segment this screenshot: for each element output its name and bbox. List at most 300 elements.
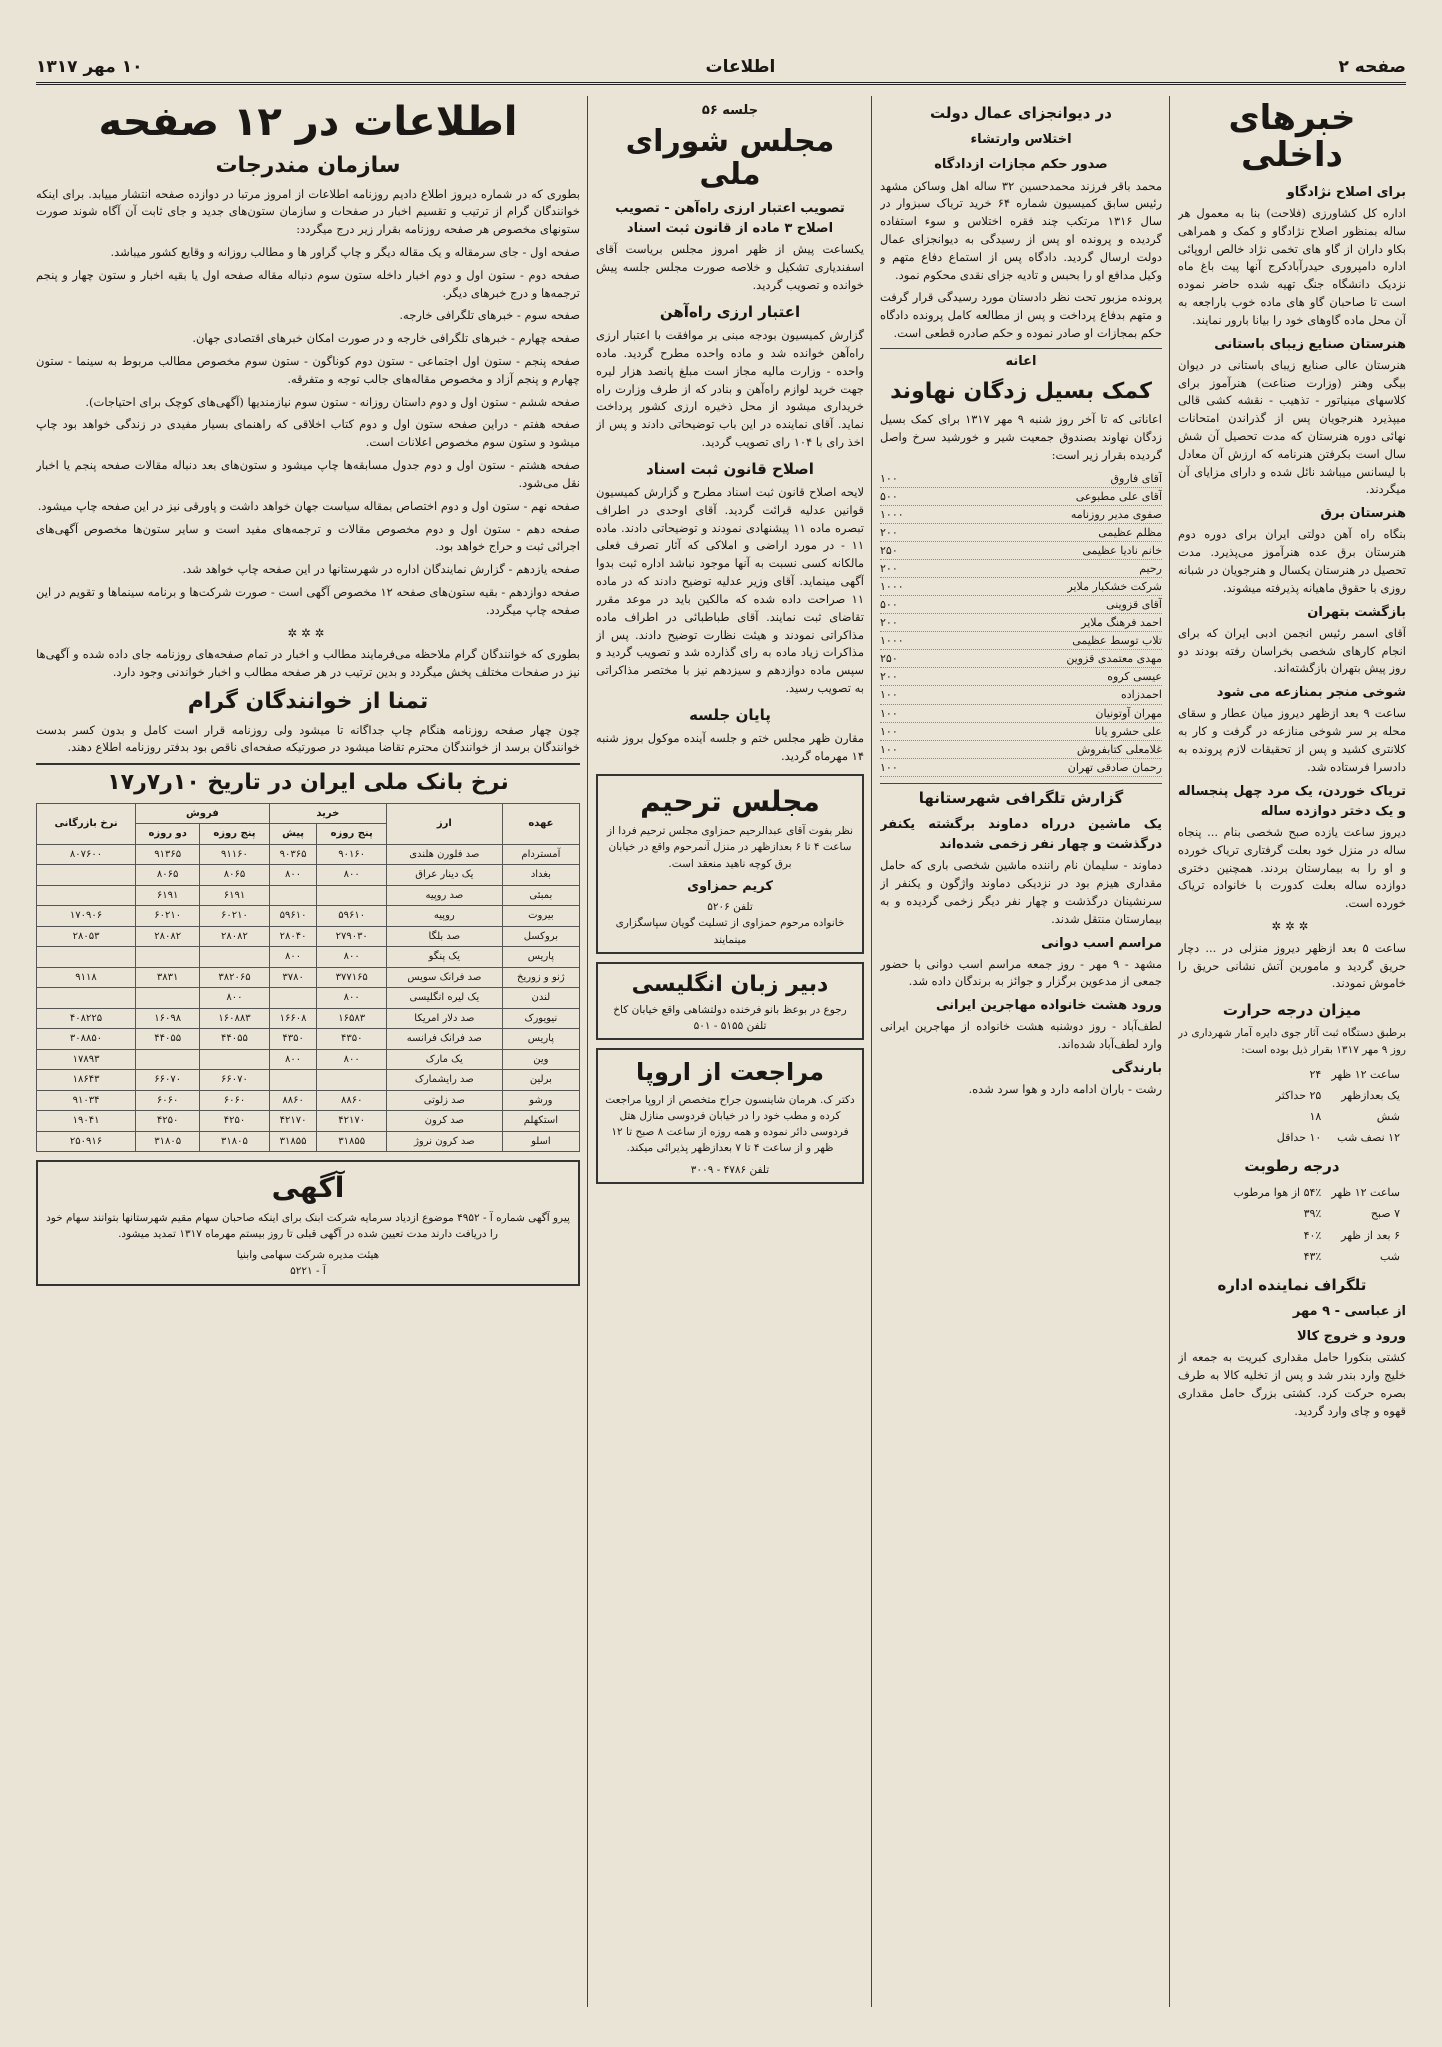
rate-cell-sell1: ۶۶۰۷۰	[200, 1070, 269, 1091]
col-header-sell: فروش	[136, 803, 270, 824]
section-title: اطلاعات در ۱۲ صفحه	[98, 99, 518, 145]
donation-row	[880, 542, 1162, 560]
rate-cell-city: پاریس	[502, 1029, 579, 1050]
page-section-item: صفحه دوازدهم - بقیه ستون‌های صفحه ۱۲ مخصوص آگهی است - صورت شرکت‌ها و برنامه سینماها و تقویم در این صفحه چاپ میگردد.	[36, 584, 580, 617]
article-title: ورود و خروج کالا	[1296, 1329, 1406, 1344]
article-body: پرونده مزبور تحت نظر دادستان مورد رسیدگی قرار گرفت و متهم بدفاع پرداخت و پس از مطالعه کامل پرونده دادگاه حکم بمجازات او صادر نموده و حکم صادره قطعی است.	[880, 290, 1162, 341]
rate-cell-com	[37, 947, 136, 968]
rate-cell-buy2: ۸۰۰	[269, 947, 317, 968]
donation-amount: ۱۰۰	[880, 706, 898, 720]
ad-phone: تلفن ۴۷۸۶ - ۳۰۰۹	[690, 1163, 770, 1176]
donation-row	[880, 596, 1162, 614]
rate-cell-buy1: ۸۰۰	[317, 947, 386, 968]
article-body: دیروز ساعت یازده صبح شخصی بنام ... پنجاه ساله در منزل خود بعلت گرفتاری تریاک خورده و او را به بیمارستان بردند. همچنین دختری دوازده ساله بعلت کدورت با خانواده تریاک خورده است.	[1178, 824, 1406, 911]
col-header-buy: خرید	[269, 803, 386, 824]
rate-cell-com: ۲۵۰۹۱۶	[37, 1131, 136, 1152]
weather-value: ۴۰٪	[1303, 1228, 1322, 1242]
rate-cell-city: ورشو	[502, 1090, 579, 1111]
weather-row	[1272, 1086, 1404, 1105]
donor-name: خانم نادیا عظیمی	[1082, 544, 1162, 558]
ad-note: خانواده مرحوم حمزاوی از تسلیت گویان سپاسگزاری مینمایند	[615, 917, 845, 946]
rate-cell-com: ۳۰۸۸۵۰	[37, 1029, 136, 1050]
donor-name: احمدزاده	[1120, 688, 1162, 702]
donation-list	[880, 470, 1162, 777]
donor-name: آقای علی مطبوعی	[1075, 489, 1162, 503]
rate-cell-sell2: ۶۶۰۷۰	[136, 1070, 200, 1091]
rate-cell-cur: صد فرانک سویس	[386, 967, 502, 988]
rate-cell-sell1: ۳۸۲۰۶۵	[200, 967, 269, 988]
article-title: پایان جلسه	[689, 705, 771, 724]
rate-cell-sell2	[136, 988, 200, 1009]
weather-row	[1229, 1247, 1404, 1266]
table-row	[37, 1111, 580, 1132]
rate-cell-buy1: ۸۰۰	[317, 865, 386, 886]
rate-cell-sell1: ۸۰۶۵	[200, 865, 269, 886]
col-header-city: عهده	[502, 803, 579, 844]
rate-cell-sell1: ۴۴۰۵۵	[200, 1029, 269, 1050]
table-row	[37, 906, 580, 927]
rate-cell-cur: صد روپیه	[386, 885, 502, 906]
rate-cell-sell2: ۳۱۸۰۵	[136, 1131, 200, 1152]
rate-cell-sell1	[200, 947, 269, 968]
ad-title: دبیر زبان انگلیسی	[631, 971, 829, 997]
article-body: مقارن ظهر مجلس ختم و جلسه آینده موکول بروز شنبه ۱۴ مهرماه گردید.	[596, 731, 864, 763]
rate-cell-sell2: ۳۸۳۱	[136, 967, 200, 988]
donation-amount: ۱۰۰۰	[880, 508, 904, 522]
rate-cell-com: ۱۷۸۹۳	[37, 1049, 136, 1070]
session-number: جلسه ۵۶	[701, 103, 759, 118]
rate-cell-sell2: ۲۸۰۸۲	[136, 926, 200, 947]
page-section-item: صفحه اول - جای سرمقاله و یک مقاله دیگر و چاپ گراور ها و مطالب روزانه و وقایع کشور میباشد.	[110, 244, 580, 259]
rate-cell-sell1: ۳۱۸۰۵	[200, 1131, 269, 1152]
rate-cell-com: ۲۸۰۵۳	[37, 926, 136, 947]
rate-cell-cur: صد کرون نروژ	[386, 1131, 502, 1152]
rate-cell-buy2: ۸۰۰	[269, 865, 317, 886]
article-title: تمنا از خوانندگان گرام	[187, 689, 429, 714]
section-title: خبرهای داخلی	[1228, 98, 1356, 176]
rate-cell-sell1: ۸۰۰	[200, 988, 269, 1009]
donor-name: مهدی معتمدی قزوین	[1066, 652, 1162, 666]
article-body: هنرستان عالی صنایع زیبای باستانی در دیوان بیگی وهنر (وزارت صناعت) هنرآموز برای کلاسهای مینیاتور - تذهیب - نقشه کشی قالی میپذیرد هنرجویان پس از گذراندن امتحانات نهائی دوره هنرستان که مدت تحصیل آن شش سال است بکرفتن هنرنامه که ارزش آن معادل با لیسانس میباشد نائل شده و دارای مزایای آن میگردند.	[1178, 357, 1406, 497]
article-body: یکساعت پیش از ظهر امروز مجلس بریاست آقای اسفندیاری تشکیل و خلاصه صورت مجلس جلسه پیش خوانده و تصویب گردید.	[596, 242, 864, 293]
donation-row	[880, 506, 1162, 524]
rate-cell-com: ۱۷۰۹۰۶	[37, 906, 136, 927]
rate-cell-buy1	[317, 885, 386, 906]
article-body: گزارش کمیسیون بودجه مبنی بر موافقت با اعتبار ارزی راه‌آهن خوانده شد و ماده واحده مطرح گردید. ماده واحده - وزارت مالیه مجاز است مبلغ پانصد هزار لیره جهت خرید لوازم راه‌آهن و بنادر که از طرف وزارت راه خریداری میشود از محل ذخیره ارزی کشور پرداخت نماید. آقای نماینده در این باب توضیحاتی دادند و پس از اخذ رای با ۱۰۴ رای تصویب گردید.	[596, 328, 864, 449]
article-subtitle: تصویب اعتبار ارزی راه‌آهن - تصویب اصلاح ۳ ماده از قانون ثبت اسناد	[615, 201, 845, 237]
rate-cell-cur: یک لیره انگلیسی	[386, 988, 502, 1009]
rate-cell-buy2: ۱۶۶۰۸	[269, 1008, 317, 1029]
company-notice-ad	[36, 1160, 580, 1285]
rate-cell-cur: روپیه	[386, 906, 502, 927]
rate-cell-buy1: ۹۰۱۶۰	[317, 844, 386, 865]
temperature-table	[1270, 1063, 1406, 1149]
donor-name: غلامعلی کتابفروش	[1076, 742, 1162, 756]
article-body: ساعت ۹ بعد ازظهر دیروز میان عطار و سقای محله بر سر شوخی منازعه در گرفت و کار به کلانتری کشید و پس از تحقیقات لازم پرونده به دادسرا فرستاده شد.	[1178, 706, 1406, 774]
rate-cell-buy2: ۵۹۶۱۰	[269, 906, 317, 927]
page-section-item: صفحه هشتم - ستون اول و دوم جدول مسابقه‌ها چاپ میشود و ستون‌های بعد دنباله مقالات صفحه پنجم یا اخبار نقل می‌شود.	[36, 458, 580, 490]
rate-cell-sell2: ۱۶۰۹۸	[136, 1008, 200, 1029]
rate-cell-sell2: ۶۰۶۰	[136, 1090, 200, 1111]
section-title: مجلس شورای ملی	[625, 124, 835, 193]
rate-cell-city: بغداد	[502, 865, 579, 886]
article-title: در دیوانجزای عمال دولت	[929, 104, 1113, 122]
page-section-item: صفحه سوم - خبرهای تلگرافی خارجه.	[399, 308, 580, 323]
donation-amount: ۲۰۰	[880, 526, 898, 540]
donor-name: رحیم	[1139, 562, 1162, 576]
donation-amount: ۱۰۰۰	[880, 634, 904, 648]
rate-cell-cur: صد دلار امریکا	[386, 1008, 502, 1029]
page-section-item: صفحه هفتم - دراین صفحه ستون اول و دوم کتاب اخلاقی که راهنمای بسیار مفیدی در زندگی خواهد بود چاپ میشود و ستون سوم مخصوص اعلانات است.	[36, 417, 580, 450]
memorial-ad	[596, 774, 864, 954]
article-body: رشت - باران ادامه دارد و هوا سرد شده.	[968, 1082, 1162, 1097]
article-body: بطوری که خوانندگان گرام ملاحظه می‌فرمایند مطالب و اخبار در تمام صفحه‌های روزنامه جای داده شده و آگهی‌ها نیز در صفحات مختلف پخش میگردد و بدین ترتیب در هر صفحه مطالب و اخبار خواندنی وجود دارد.	[36, 647, 580, 680]
donation-row	[880, 668, 1162, 686]
weather-row	[1229, 1204, 1404, 1223]
article-title: بارندگی	[1111, 1061, 1162, 1077]
rate-cell-cur: صد بلگا	[386, 926, 502, 947]
rate-cell-buy2: ۸۰۰	[269, 1049, 317, 1070]
ad-phone: تلفن ۵۱۵۵ - ۵۰۱	[693, 1020, 767, 1033]
donor-name: آقای فاروق	[1110, 471, 1162, 485]
rate-cell-sell1: ۴۲۵۰	[200, 1111, 269, 1132]
col-header-sub: پیش	[269, 824, 317, 845]
table-row	[37, 1029, 580, 1050]
ad-body: نظر بفوت آقای عبدالرحیم حمزاوی مجلس ترحیم فردا از ساعت ۴ تا ۶ بعدازظهر در منزل آنمرحوم واقع در خیابان برق کوچه ناهید منعقد است.	[606, 825, 853, 870]
donation-row	[880, 759, 1162, 777]
rate-cell-sell1: ۱۶۰۸۸۳	[200, 1008, 269, 1029]
rate-cell-cur: یک دینار عراق	[386, 865, 502, 886]
rate-cell-buy2: ۲۸۰۴۰	[269, 926, 317, 947]
donation-amount: ۵۰۰	[880, 598, 898, 612]
table-row	[37, 844, 580, 865]
donation-amount: ۱۰۰	[880, 742, 898, 756]
donation-row	[880, 560, 1162, 578]
table-row	[37, 967, 580, 988]
rate-cell-com	[37, 865, 136, 886]
column-announcement	[36, 96, 580, 2007]
donation-amount: ۱۰۰	[880, 760, 898, 774]
col-header-sub: پنج روزه	[317, 824, 386, 845]
article-title: میزان درجه حرارت	[1222, 1001, 1362, 1020]
donor-name: مهران آوتونیان	[1095, 706, 1162, 720]
rate-cell-buy1: ۸۰۰	[317, 1049, 386, 1070]
article-title: اصلاح قانون ثبت اسناد	[646, 459, 814, 478]
article-subtitle: یک ماشین درراه دماوند برگشته یکنفر درگذشت و چهار نفر زخمی شده‌اند	[880, 816, 1162, 853]
weather-label: شش	[1376, 1110, 1400, 1124]
article-body: بطوری که در شماره دیروز اطلاع دادیم روزنامه اطلاعات از امروز مرتبا در دوازده صفحه انتشار مییابد. برای اینکه خوانندگان گرام از ترتیب و تقسیم اخبار در صفحات و سازمان ستون‌های جدید و جای ثابت آن آگاه شوند صورت ستونهای مخصوص هر صفحه روزنامه بقرار زیر درج میگردد:	[36, 186, 580, 237]
table-row	[37, 1131, 580, 1152]
weather-row	[1272, 1107, 1404, 1126]
table-row	[37, 988, 580, 1009]
rate-cell-city: نیویورک	[502, 1008, 579, 1029]
article-title: هنرستان صنایع زیبای باستانی	[1214, 336, 1406, 352]
donation-amount: ۲۵۰	[880, 652, 898, 666]
rate-cell-buy1: ۸۰۰	[317, 988, 386, 1009]
ad-signature: هیئت مدیره شرکت سهامی وابنیا	[236, 1249, 380, 1262]
ad-body: رجوع در بوعظ بانو فرخنده دولتشاهی واقع خیابان کاخ	[613, 1003, 847, 1016]
page-header	[36, 52, 1406, 85]
article-subtitle: صدور حکم مجازات ازدادگاه	[934, 157, 1108, 173]
pages-list	[36, 244, 580, 620]
weather-label: یک بعدازظهر	[1341, 1089, 1400, 1103]
weather-value: ۲۴	[1309, 1067, 1322, 1081]
donation-row	[880, 723, 1162, 741]
rate-cell-com	[37, 988, 136, 1009]
donation-row	[880, 614, 1162, 632]
rate-cell-buy2	[269, 885, 317, 906]
rate-cell-cur: صد فرانک فرانسه	[386, 1029, 502, 1050]
article-body: لایحه اصلاح قانون ثبت اسناد مطرح و گزارش کمیسیون قوانین عدلیه قرائت گردید. آقای اوحدی در اطراف تبصره ماده ۱۱ پیشنهادی نمودند و توضیحاتی دادند. ماده ۱۱ - در مورد اراضی و املاکی که آثار تصرف فعلی مالکانه کسی نسبت به آنها موجود نباشد اداره ثبت بدوا آگهی مینماید. آقای وزیر عدلیه توضیح دادند که در ماده ۱۱ صراحت داده شده که مالکین باید در موعد مقرر تقاضای ثبت نمایند. آقای طباطبائی در اطراف ماده مذاکراتی نمودند و هیئت نظارت توضیح دادند. پس از مذاکرات زیاد ماده به رای گذارده شد و تصویب گردید و سپس ماده دوازدهم و سیزدهم نیز با مختصر مذاکراتی به تصویب رسید.	[596, 485, 864, 695]
section-label: اعانه	[880, 348, 1162, 372]
ad-title: مراجعت از اروپا	[635, 1058, 824, 1087]
english-teacher-ad	[596, 962, 864, 1041]
weather-value: ۳۹٪	[1303, 1207, 1322, 1221]
weather-label: ساعت ۱۲ ظهر	[1331, 1186, 1400, 1200]
rates-title: نرخ بانک ملی ایران در تاریخ ۱۰ر۷ر۱۷	[36, 763, 580, 797]
col-header-sub: پنج روزه	[200, 824, 269, 845]
donation-amount: ۱۰۰	[880, 471, 898, 485]
donation-row	[880, 650, 1162, 668]
rate-cell-sell2: ۶۰۲۱۰	[136, 906, 200, 927]
article-body: کشتی بنکورا حامل مقداری کبریت به جمعه از خلیج وارد بندر شد و پس از تخلیه کالا به طرف بصره حرکت کرد. کشتی بزرگ حامل مقداری قهوه و چای وارد گردید.	[1178, 1350, 1406, 1418]
rate-cell-com: ۱۹۰۴۱	[37, 1111, 136, 1132]
page-section-item: صفحه یازدهم - گزارش نمایندگان اداره در شهرستانها در این صفحه چاپ خواهد شد.	[182, 562, 580, 577]
rate-cell-sell2: ۶۱۹۱	[136, 885, 200, 906]
rate-cell-buy2: ۸۸۶۰	[269, 1090, 317, 1111]
article-body: لطف‌آباد - روز دوشنبه هشت خانواده از مهاجرین ایرانی وارد لطف‌آباد شده‌اند.	[880, 1019, 1162, 1052]
table-row	[37, 885, 580, 906]
article-body: مشهد - ۹ مهر - روز جمعه مراسم اسب دوانی با حضور جمعی از مدعوین برگزار و جوائز به برندگان داده شد.	[880, 956, 1162, 989]
article-body: بنگاه راه آهن دولتی ایران برای دوره دوم هنرستان برق عده هنرآموز می‌پذیرد. مدت تحصیل در هنرستان یکسال و هنرجویان در شبانه روزی با حقوق ماهیانه پذیرفته میشوند.	[1178, 527, 1406, 595]
weather-label: ساعت ۱۲ ظهر	[1331, 1067, 1400, 1081]
rate-cell-buy2: ۴۳۵۰	[269, 1029, 317, 1050]
rate-cell-buy2: ۴۲۱۷۰	[269, 1111, 317, 1132]
table-row	[37, 926, 580, 947]
donor-name: تلاب توسط عظیمی	[1072, 634, 1162, 648]
rate-cell-buy2: ۳۱۸۵۵	[269, 1131, 317, 1152]
donation-row	[880, 705, 1162, 723]
rate-cell-buy2: ۳۷۸۰	[269, 967, 317, 988]
donor-name: صفوی مدیر روزنامه	[1070, 508, 1162, 522]
rate-cell-city: بمبئی	[502, 885, 579, 906]
donor-name: آقای قزوینی	[1106, 598, 1162, 612]
rate-cell-buy2	[269, 1070, 317, 1091]
article-title: کمک بسیل زدگان نهاوند	[890, 378, 1152, 404]
donation-row	[880, 632, 1162, 650]
donation-amount: ۲۵۰	[880, 544, 898, 558]
article-title: ورود هشت خانواده مهاجرین ایرانی	[936, 998, 1162, 1014]
ad-code: آ - ۵۲۲۱	[290, 1265, 326, 1278]
weather-label: ۶ بعد از ظهر	[1341, 1228, 1400, 1242]
rate-cell-com: ۸۰۷۶۰۰	[37, 844, 136, 865]
column-rule	[1169, 96, 1170, 2007]
table-row	[37, 865, 580, 886]
issue-date: ۱۰ مهر ۱۳۱۷	[36, 57, 143, 77]
rate-cell-buy1: ۸۸۶۰	[317, 1090, 386, 1111]
donation-amount: ۱۰۰	[880, 688, 898, 702]
weather-value: ۲۵ حداکثر	[1275, 1089, 1322, 1103]
weather-label: ۷ صبح	[1370, 1207, 1400, 1221]
separator-stars: ✲✲✲	[287, 625, 329, 640]
page-section-item: صفحه دوم - ستون اول و دوم اخبار داخله ستون سوم دنباله مقاله صفحه اول یا بقیه اخبار و ستون چهار و پنجم ترجمه‌ها و درج خبرهای دیگر.	[36, 267, 580, 300]
article-body: اداره کل کشاورزی (فلاحت) بنا به معمول هر ساله بمنظور اصلاح نژادگاو و کمک و همراهی بکاو داران از گاو های تخمی نژاد خالص اروپائی اداره دامپروری حیدرآبادکرج آنها پیت باغ ماه نزدیک دانشگاه جنگ تهیه شده حاضر نموده است تا صاحبان گاو های ماده خوب باراجعه به آن محل ماده گاوهای خود را بیانا بارور نمایند.	[1178, 205, 1406, 327]
rate-cell-city: پاریس	[502, 947, 579, 968]
page-section-item: صفحه نهم - ستون اول و دوم اختصاص بمقاله سیاست جهان خواهد داشت و پاورقی نیز در این صفحه چاپ میشود.	[37, 498, 580, 513]
rate-cell-com: ۹۱۰۳۴	[37, 1090, 136, 1111]
rate-cell-sell2: ۴۲۵۰	[136, 1111, 200, 1132]
rate-cell-buy2: ۹۰۳۶۵	[269, 844, 317, 865]
donation-row	[880, 470, 1162, 488]
rate-cell-cur: یک پنگو	[386, 947, 502, 968]
rate-cell-sell2	[136, 947, 200, 968]
article-title: گزارش تلگرافی شهرستانها	[880, 783, 1162, 810]
doctor-return-ad	[596, 1048, 864, 1184]
ad-title: مجلس ترحیم	[640, 784, 820, 818]
donation-row	[880, 741, 1162, 759]
weather-value: ۴۳٪	[1303, 1249, 1322, 1263]
rate-cell-sell2: ۴۴۰۵۵	[136, 1029, 200, 1050]
weather-row	[1229, 1183, 1404, 1202]
article-body: ساعت ۵ بعد ازظهر دیروز منزلی در ... دچار حریق گردید و مامورین آتش نشانی حریق را خاموش نمودند.	[1178, 940, 1406, 991]
column-rule	[587, 96, 588, 2007]
ad-title: آگهی	[271, 1171, 345, 1205]
weather-label: شب	[1379, 1249, 1400, 1263]
article-title: درجه رطوبت	[1244, 1157, 1340, 1176]
rate-cell-city: بروکسل	[502, 926, 579, 947]
article-body: دماوند - سلیمان نام راننده ماشین شخصی باری که حامل مقداری هیزم بود در نزدیکی دماوند واژگون و یکنفر از سرنشینان درگذشت و چهار نفر دیگر زخمی گردیده و به بیمارستان منتقل شدند.	[880, 858, 1162, 926]
rate-cell-buy1: ۴۳۵۰	[317, 1029, 386, 1050]
donor-name: عیسی کروه	[1107, 670, 1162, 684]
rate-cell-city: برلین	[502, 1070, 579, 1091]
page-section-item: صفحه چهارم - خبرهای تلگرافی خارجه و در صورت امکان خبرهای اقتصادی جهان.	[192, 331, 580, 346]
page-section-item: صفحه دهم - ستون اول و دوم مخصوص مقالات و ترجمه‌های مفید است و سایر ستون‌ها مخصوص آگهی‌های اجرائی ثبت و حراج خواهد بود.	[36, 521, 580, 554]
donor-name: شرکت خشکبار ملایر	[1067, 580, 1162, 594]
ad-body: پیرو آگهی شماره آ - ۴۹۵۲ موضوع ازدیاد سرمایه شرکت ابنک برای اینکه صاحبان سهام مقیم شهرستانها بتوانند سهام خود را دریافت دارند مدت تعیین شده در آگهی قبلی تا روز بیستم مهرماه ۱۳۱۷ تمدید میشود.	[46, 1211, 570, 1240]
separator-stars: ✲✲✲	[1271, 918, 1313, 933]
rate-cell-sell2: ۸۰۶۵	[136, 865, 200, 886]
rate-cell-sell1: ۶۱۹۱	[200, 885, 269, 906]
donor-name: احمد فرهنگ ملایر	[1081, 616, 1162, 630]
donor-name: مظلم عظیمی	[1098, 526, 1162, 540]
donation-amount: ۲۰۰	[880, 562, 898, 576]
donor-name: علی حشرو یانا	[1094, 724, 1162, 738]
donation-amount: ۱۰۰۰	[880, 580, 904, 594]
article-title: برای اصلاح نژادگاو	[1286, 184, 1406, 200]
rate-cell-city: استکهلم	[502, 1111, 579, 1132]
masthead: اطلاعات	[705, 57, 776, 77]
rate-cell-city: آمستردام	[502, 844, 579, 865]
rate-cell-sell1: ۲۸۰۸۲	[200, 926, 269, 947]
weather-value: ۱۸	[1309, 1110, 1322, 1124]
donation-amount: ۲۰۰	[880, 670, 898, 684]
weather-label: ۱۲ نصف شب	[1337, 1131, 1400, 1145]
column-domestic-news	[1178, 96, 1406, 2007]
article-title: تلگراف نماینده اداره	[1217, 1275, 1367, 1294]
rate-cell-city: بیروت	[502, 906, 579, 927]
donation-row	[880, 686, 1162, 704]
article-body: محمد باقر فرزند محمدحسین ۳۲ ساله اهل وساکن مشهد رئیس سابق کمیسیون شماره ۶۴ خرید تریاک سبزوار در سال ۱۳۱۶ مرتکب چند فقره اختلاس و سوء استفاده گردیده و پرونده او پس از رسیدگی به دیوانجزای عمال دولت ارسال گردید. دادگاه پس از استماع دفاع متهم و وکیل مدافع او را بحبس و تادیه جزای نقدی محکوم نمود.	[880, 178, 1162, 282]
table-row	[37, 947, 580, 968]
rate-cell-city: ژنو و زوریخ	[502, 967, 579, 988]
donation-row	[880, 578, 1162, 596]
page-section-item: صفحه پنجم - ستون اول اجتماعی - ستون دوم کوناگون - ستون سوم مخصوص مطالب مربوط به سینما - ستون چهارم و پنجم آزاد و مخصوص مقاله‌های جالب توجه و متفرقه.	[36, 354, 580, 386]
rate-cell-com	[37, 885, 136, 906]
rate-cell-sell2: ۹۱۳۶۵	[136, 844, 200, 865]
rate-cell-com: ۴۰۸۲۲۵	[37, 1008, 136, 1029]
rate-cell-city: اسلو	[502, 1131, 579, 1152]
rate-cell-buy1: ۴۲۱۷۰	[317, 1111, 386, 1132]
rate-cell-buy1: ۳۷۷۱۶۵	[317, 967, 386, 988]
article-body: اعاناتی که تا آخر روز شنبه ۹ مهر ۱۳۱۷ برای کمک بسیل زدگان نهاوند بصندوق جمعیت شیر و خورشید سرخ واصل گردیده بقرار زیر است:	[880, 412, 1162, 463]
rate-cell-buy1: ۱۶۵۸۳	[317, 1008, 386, 1029]
rate-cell-sell1: ۶۰۶۰	[200, 1090, 269, 1111]
col-header-sub: دو روزه	[136, 824, 200, 845]
donation-row	[880, 524, 1162, 542]
rate-cell-buy2	[269, 988, 317, 1009]
article-title: هنرستان برق	[1320, 506, 1406, 522]
weather-value: ۵۴٪ از هوا مرطوب	[1233, 1186, 1322, 1200]
article-title: بازگشت بتهران	[1307, 604, 1406, 620]
article-title: مراسم اسب دوانی	[1041, 935, 1162, 951]
ad-signature: کریم حمزاوی	[687, 878, 773, 894]
weather-row	[1229, 1226, 1404, 1245]
table-row	[37, 1070, 580, 1091]
column-rule	[871, 96, 872, 2007]
page-section-item: صفحه ششم - ستون اول و دوم داستان روزانه - ستون سوم نیازمندیها (آگهی‌های کوچک برای احتیاجات).	[85, 394, 580, 409]
rate-cell-buy1: ۳۱۸۵۵	[317, 1131, 386, 1152]
column-parliament	[596, 96, 864, 2007]
rate-cell-buy1: ۲۷۹۰۳۰	[317, 926, 386, 947]
rate-cell-cur: صد فلورن هلندی	[386, 844, 502, 865]
rate-cell-city: وین	[502, 1049, 579, 1070]
article-title: تریاک خوردن، یک مرد چهل پنجساله و یک دختر دوازده ساله	[1178, 783, 1406, 819]
weather-row	[1272, 1128, 1404, 1147]
rate-cell-cur: یک مارک	[386, 1049, 502, 1070]
weather-value: ۱۰ حداقل	[1276, 1131, 1322, 1145]
rate-cell-cur: صد رایشمارک	[386, 1070, 502, 1091]
table-row	[37, 1049, 580, 1070]
ad-body: دکتر ک. هرمان شاینسون جراح متخصص از اروپا مراجعت کرده و مطب خود را در خیابان فردوسی منازل هتل فردوسی دائر نموده و همه روزه از ساعت ۸ صبح تا ۱۲ ظهر و از ساعت ۴ تا ۷ بعدازظهر پذیرائی میکند.	[605, 1093, 855, 1155]
table-row	[37, 1008, 580, 1029]
article-body: برطبق دستگاه ثبت آثار جوی دایره آمار شهرداری در روز ۹ مهر ۱۳۱۷ بقرار ذیل بوده است:	[1178, 1027, 1406, 1056]
donation-amount: ۲۰۰	[880, 616, 898, 630]
article-subtitle: از عباسی - ۹ مهر	[1292, 1303, 1406, 1319]
rate-cell-buy1	[317, 1070, 386, 1091]
rate-cell-city: لندن	[502, 988, 579, 1009]
article-body: چون چهار صفحه روزنامه هنگام چاپ جداگانه تا میشود ولی روزنامه قرار است کامل و بدون کسر بدست خوانندگان برسد از خوانندگان محترم تقاضا میشود در صورتیکه صفحه‌ای ناقص بود بدفتر روزنامه اطلاع دهند.	[36, 722, 580, 755]
section-subtitle: سازمان مندرجات	[215, 153, 401, 178]
column-courts-relief	[880, 96, 1162, 2007]
exchange-rates-table	[36, 803, 580, 1153]
donation-amount: ۵۰۰	[880, 489, 898, 503]
col-header-currency: ارز	[386, 803, 502, 844]
rate-cell-cur: صد زلوتی	[386, 1090, 502, 1111]
donation-amount: ۱۰۰	[880, 724, 898, 738]
rate-cell-sell1: ۹۱۱۶۰	[200, 844, 269, 865]
weather-row	[1272, 1065, 1404, 1084]
ad-phone: تلفن ۵۲۰۶	[707, 901, 753, 913]
table-row	[37, 1090, 580, 1111]
rate-cell-cur: صد کرون	[386, 1111, 502, 1132]
humidity-table	[1227, 1181, 1406, 1267]
rate-cell-sell1: ۶۰۲۱۰	[200, 906, 269, 927]
rate-cell-com: ۱۸۶۴۳	[37, 1070, 136, 1091]
rate-cell-com: ۹۱۱۸	[37, 967, 136, 988]
article-title: شوخی منجر بمنازعه می شود	[1216, 685, 1406, 701]
rate-cell-sell2	[136, 1049, 200, 1070]
col-header-commercial: نرخ بازرگانی	[37, 803, 136, 844]
